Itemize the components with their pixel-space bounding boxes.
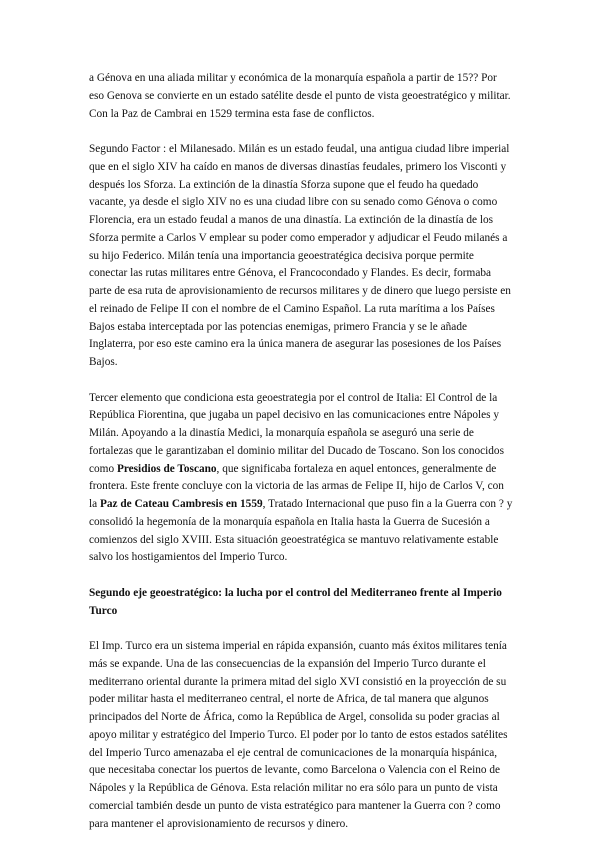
paragraph-milanesado: Segundo Factor : el Milanesado. Milán es un estado feudal, una antigua ciudad libre imperial que en el siglo XIV ha caído en manos de diversas dinastías feudales, primero los Visconti y después los Sforza. La extinción de la dinastía Sforza supone que el feudo ha quedado vacante, ya desde el siglo XIV no es una ciudad libre con su senado como Génova o como Florencia, era un estado feudal a manos de una dinastía. La extinción de la dinastía de los Sforza permite a Carlos V emplear su poder como emperador y adjudicar el Feudo milanés a su hijo Federico. Milán tenía una importancia geoestratégica decisiva porque permite conectar las rutas militares entre Génova, el Francocondado y Flandes. Es decir, formaba parte de esa ruta de aprovisionamiento de recursos militares y de dinero que luego persiste en el reinado de Felipe II con el nombre de el Camino Español. La ruta marítima a los Países Bajos estaba interceptada por las potencias enemigas, primero Francia y se le añade Inglaterra, por eso este camino era la única manera de asegurar las posesiones de los Países Bajos.	[89, 143, 511, 368]
paz-cateau-bold: Paz de Cateau Cambresis en 1559	[99, 498, 263, 510]
paragraph-spacer	[89, 123, 514, 141]
paragraph-florencia-text-1: Tercer elemento que condiciona esta geoestrategia por el control de Italia: El Control de la República Fiorentina, que jugaba un papel decisivo en las comunicaciones entre Nápoles y Milán. Apoyando a la dinastía Medici, la monarquía española se aseguró una serie de fortalezas que le garantizaban el dominio militar del Ducado de Toscano. Son los conocidos como	[89, 391, 504, 475]
paragraph-spacer	[89, 620, 514, 638]
paragraph-spacer	[89, 567, 514, 585]
paragraph-imperio-turco: El Imp. Turco era un sistema imperial en rápida expansión, cuanto más éxitos militares tenía más se expande. Una de las consecuencias de la expansión del Imperio Turco durante el mediterrano oriental durante la primera mitad del siglo XVI consistió en la proyección de su poder militar hasta el mediterraneo central, el norte de Africa, de tal manera que algunos principados del Norte de África, como la República de Argel, consolida su poder gracias al apoyo militar y estratégico del Imperio Turco. El poder por lo tanto de estos estados satélites del Imperio Turco amenazaba el eje central de comunicaciones de la monarquía hispánica, que necesitaba conectar los puertos de levante, como Barcelona o Valencia con el Reino de Nápoles y la República de Génova. Esta relación militar no era sólo para un punto de vista comercial también desde un punto de vista estratégico para mantener la Guerra con ? como para mantener el aprovisionamiento de recursos y dinero.	[89, 640, 508, 830]
document-page	[89, 70, 514, 833]
paragraph-florencia-text-3: , Tratado Internacional que puso fin a la Guerra con ? y consolidó la hegemonía de la monarquía española en Italia hasta la Guerra de Sucesión a comienzos del siglo XVIII. Esta situación geoestratégica se mantuvo relativamente estable salvo los hostigamientos del Imperio Turco.	[89, 498, 513, 564]
presidios-toscano-bold: Presidios de Toscano	[116, 462, 217, 475]
paragraph-florencia	[89, 390, 514, 568]
paragraph-florencia-text-2: , que significaba fortaleza en aquel entonces, generalmente de frontera. Este frente concluye con la victoria de las armas de Felipe II, hijo de Carlos V, con la	[89, 462, 504, 510]
paragraph-spacer	[89, 372, 514, 390]
paragraph-genova: a Génova en una aliada militar y económica de la monarquía española a partir de 15?? Por eso Genova se convierte en un estado satélite desde el punto de vista geoestratégico y militar. Con la Paz de Cambrai en 1529 termina esta fase de conflictos.	[89, 72, 511, 120]
section-heading: Segundo eje geoestratégico: la lucha por el control del Mediterraneo frente al Imperio Turco	[89, 586, 502, 617]
